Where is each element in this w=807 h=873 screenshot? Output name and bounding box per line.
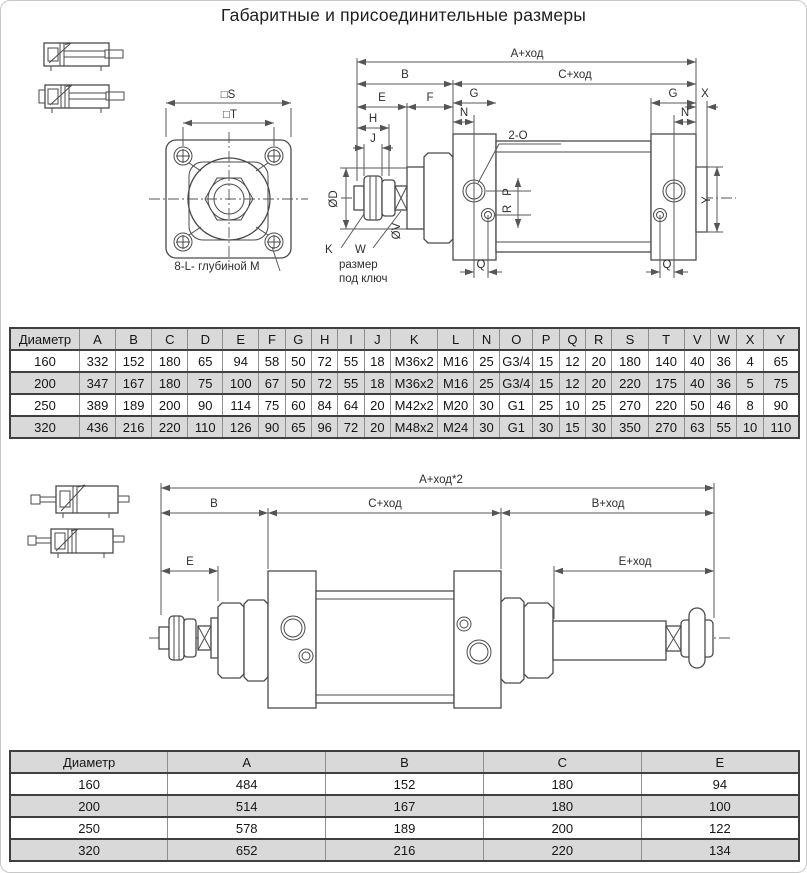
table-row bbox=[10, 416, 799, 438]
table-cell: 175 bbox=[648, 372, 684, 394]
column-header: H bbox=[312, 328, 338, 350]
column-header: I bbox=[338, 328, 364, 350]
table-cell: 20 bbox=[586, 350, 612, 372]
table-cell: 90 bbox=[763, 394, 799, 416]
table-cell: 72 bbox=[312, 350, 338, 372]
table-cell: 25 bbox=[533, 394, 559, 416]
table-cell: 514 bbox=[168, 795, 326, 817]
dim-label-q1: Q bbox=[476, 259, 486, 271]
dim-label-e2: E+ход bbox=[618, 556, 652, 568]
column-header: J bbox=[364, 328, 390, 350]
table-cell: 90 bbox=[188, 394, 223, 416]
header-row bbox=[10, 751, 799, 773]
table-cell: 122 bbox=[641, 817, 799, 839]
table-cell: 126 bbox=[223, 416, 259, 438]
front-view-flange bbox=[149, 89, 308, 273]
column-header: X bbox=[737, 328, 763, 350]
dim-label-k: K bbox=[325, 244, 333, 256]
table-cell: 30 bbox=[586, 416, 612, 438]
table-cell: 50 bbox=[285, 372, 311, 394]
table-cell: 15 bbox=[533, 372, 559, 394]
table-cell: 216 bbox=[326, 839, 484, 861]
dim-label-b2: B+ход bbox=[591, 498, 625, 510]
table-cell: 100 bbox=[641, 795, 799, 817]
side-view-single-rod bbox=[325, 48, 736, 285]
table-cell: 114 bbox=[223, 394, 259, 416]
dimensions-table-double-rod bbox=[9, 750, 800, 862]
dim-label-a2: A+ход*2 bbox=[419, 474, 463, 486]
wrench-size-note-line1: размер bbox=[339, 259, 378, 271]
table-cell: 25 bbox=[473, 372, 499, 394]
side-view-double-rod bbox=[149, 474, 731, 708]
table-cell: 350 bbox=[612, 416, 648, 438]
right-end-cap bbox=[454, 571, 501, 708]
table-cell: 389 bbox=[79, 394, 115, 416]
table-cell: 250 bbox=[10, 817, 168, 839]
table-cell: 94 bbox=[641, 773, 799, 795]
dim-label-w: W bbox=[355, 244, 366, 256]
column-header: W bbox=[711, 328, 737, 350]
table-cell: 75 bbox=[188, 372, 223, 394]
dim-label-f: F bbox=[426, 92, 434, 104]
dim-label-e: E bbox=[186, 556, 194, 568]
table-cell: 36 bbox=[711, 350, 737, 372]
table-cell: 40 bbox=[684, 372, 710, 394]
column-header: S bbox=[612, 328, 648, 350]
dim-label-a: A+ход bbox=[510, 48, 544, 60]
table-cell: 189 bbox=[116, 394, 152, 416]
table-cell: 75 bbox=[259, 394, 285, 416]
table-cell: 20 bbox=[364, 394, 390, 416]
table-cell: 347 bbox=[79, 372, 115, 394]
table-cell: 578 bbox=[168, 817, 326, 839]
table-cell: 90 bbox=[259, 416, 285, 438]
table-cell: 30 bbox=[473, 416, 499, 438]
table-cell: 30 bbox=[533, 416, 559, 438]
table-cell: 72 bbox=[338, 416, 364, 438]
table-cell: 75 bbox=[763, 372, 799, 394]
dim-label-g2: G bbox=[668, 88, 678, 100]
column-header: B bbox=[116, 328, 152, 350]
table-cell: 140 bbox=[648, 350, 684, 372]
table-cell: G3/4 bbox=[500, 350, 533, 372]
table-cell: 18 bbox=[364, 350, 390, 372]
column-header: D bbox=[188, 328, 223, 350]
table-cell: 220 bbox=[152, 416, 188, 438]
table-cell: 200 bbox=[10, 795, 168, 817]
table-cell: G1 bbox=[500, 416, 533, 438]
table-cell: 12 bbox=[559, 372, 585, 394]
table-cell: G3/4 bbox=[500, 372, 533, 394]
table-cell: 20 bbox=[364, 416, 390, 438]
column-header: K bbox=[391, 328, 438, 350]
table-cell: 160 bbox=[10, 773, 168, 795]
table-cell: 180 bbox=[612, 350, 648, 372]
table-cell: M36x2 bbox=[391, 372, 438, 394]
table-cell: 180 bbox=[152, 372, 188, 394]
iso-symbol-double-rod-2 bbox=[28, 529, 124, 558]
column-header: G bbox=[285, 328, 311, 350]
dim-label-n2: N bbox=[680, 107, 690, 119]
table-cell: 46 bbox=[711, 394, 737, 416]
iso-symbol-cylinder-2 bbox=[39, 85, 124, 113]
table-cell: 134 bbox=[641, 839, 799, 861]
port-callout-2o: 2-O bbox=[508, 130, 528, 142]
dim-label-x: X bbox=[701, 88, 709, 100]
table-cell: 436 bbox=[79, 416, 115, 438]
table-cell: 20 bbox=[586, 372, 612, 394]
table-cell: 652 bbox=[168, 839, 326, 861]
table-cell: 4 bbox=[737, 350, 763, 372]
dim-label-p: P bbox=[502, 188, 514, 196]
table-cell: 270 bbox=[612, 394, 648, 416]
table-cell: M16 bbox=[438, 372, 474, 394]
dim-label-od: ØD bbox=[328, 190, 340, 208]
table-cell: 72 bbox=[312, 372, 338, 394]
table-row bbox=[10, 795, 799, 817]
table-cell: 65 bbox=[188, 350, 223, 372]
table-cell: M16 bbox=[438, 350, 474, 372]
table-cell: 63 bbox=[684, 416, 710, 438]
table-cell: 67 bbox=[259, 372, 285, 394]
table-cell: 152 bbox=[116, 350, 152, 372]
table-cell: 180 bbox=[483, 795, 641, 817]
page-title: Габаритные и присоединительные размеры bbox=[220, 5, 587, 25]
table-row bbox=[10, 350, 799, 372]
diagram-single-rod-cylinder bbox=[1, 35, 807, 302]
table-cell: 220 bbox=[483, 839, 641, 861]
column-header: E bbox=[223, 328, 259, 350]
table-cell: 50 bbox=[285, 350, 311, 372]
dim-label-y: Y bbox=[701, 196, 713, 204]
table-cell: 55 bbox=[711, 416, 737, 438]
wrench-size-note-line2: под ключ bbox=[339, 273, 388, 285]
table-cell: 65 bbox=[763, 350, 799, 372]
column-header: C bbox=[483, 751, 641, 773]
table-cell: 64 bbox=[338, 394, 364, 416]
dim-label-n1: N bbox=[459, 107, 469, 119]
dim-label-q2: Q bbox=[662, 259, 672, 271]
table-row bbox=[10, 773, 799, 795]
table-cell: 5 bbox=[737, 372, 763, 394]
table-cell: 180 bbox=[483, 773, 641, 795]
table-cell: M36x2 bbox=[391, 350, 438, 372]
table-cell: 200 bbox=[152, 394, 188, 416]
cylinder-tube bbox=[316, 591, 454, 703]
column-header: C bbox=[152, 328, 188, 350]
column-header: Y bbox=[763, 328, 799, 350]
column-header: A bbox=[168, 751, 326, 773]
dim-label-j: J bbox=[370, 133, 376, 145]
table-cell: M24 bbox=[438, 416, 474, 438]
dim-label-g1: G bbox=[469, 88, 479, 100]
table-cell: G1 bbox=[500, 394, 533, 416]
table-cell: 30 bbox=[473, 394, 499, 416]
table-cell: 152 bbox=[326, 773, 484, 795]
dim-label-e: E bbox=[378, 92, 386, 104]
table-cell: 110 bbox=[188, 416, 223, 438]
table-cell: 65 bbox=[285, 416, 311, 438]
table-row bbox=[10, 839, 799, 861]
table-row bbox=[10, 394, 799, 416]
column-header: Диаметр bbox=[10, 751, 168, 773]
table-cell: 50 bbox=[684, 394, 710, 416]
table-cell: 12 bbox=[559, 350, 585, 372]
table-cell: 270 bbox=[648, 416, 684, 438]
dimensions-table-main bbox=[9, 327, 800, 439]
iso-symbol-cylinder-1 bbox=[44, 43, 123, 71]
table-cell: 96 bbox=[312, 416, 338, 438]
column-header: T bbox=[648, 328, 684, 350]
column-header: N bbox=[473, 328, 499, 350]
dim-label-square-t: □T bbox=[223, 109, 237, 121]
table-cell: 94 bbox=[223, 350, 259, 372]
dim-label-ov: ØV bbox=[391, 222, 403, 240]
table-cell: 220 bbox=[612, 372, 648, 394]
table-cell: 15 bbox=[533, 350, 559, 372]
table-cell: 84 bbox=[312, 394, 338, 416]
header-row bbox=[10, 328, 799, 350]
table-cell: 189 bbox=[326, 817, 484, 839]
column-header: L bbox=[438, 328, 474, 350]
dim-label-square-s: □S bbox=[220, 89, 236, 101]
dim-label-c: C+ход bbox=[368, 498, 402, 510]
table-cell: 40 bbox=[684, 350, 710, 372]
dim-label-b: B bbox=[210, 498, 218, 510]
dim-label-r: R bbox=[502, 204, 514, 214]
column-header: A bbox=[79, 328, 115, 350]
table-cell: 58 bbox=[259, 350, 285, 372]
column-header: E bbox=[641, 751, 799, 773]
table-cell: 216 bbox=[116, 416, 152, 438]
column-header: B bbox=[326, 751, 484, 773]
table-cell: 25 bbox=[473, 350, 499, 372]
right-rod-end bbox=[553, 608, 713, 668]
table-cell: 55 bbox=[338, 372, 364, 394]
table-cell: 36 bbox=[711, 372, 737, 394]
table-cell: 100 bbox=[223, 372, 259, 394]
table-cell: 8 bbox=[737, 394, 763, 416]
table-cell: 55 bbox=[338, 350, 364, 372]
dim-label-c: C+ход bbox=[558, 69, 592, 81]
table-cell: 15 bbox=[559, 416, 585, 438]
table-row bbox=[10, 372, 799, 394]
table-cell: M42x2 bbox=[391, 394, 438, 416]
mounting-holes-note: 8-L- глубиной M bbox=[174, 261, 260, 273]
column-header: F bbox=[259, 328, 285, 350]
table-cell: 18 bbox=[364, 372, 390, 394]
table-cell: 220 bbox=[648, 394, 684, 416]
table-cell: 200 bbox=[10, 372, 79, 394]
table-cell: 180 bbox=[152, 350, 188, 372]
diagram-double-rod-cylinder bbox=[1, 473, 807, 728]
table-cell: 160 bbox=[10, 350, 79, 372]
table-cell: 10 bbox=[737, 416, 763, 438]
table-cell: 60 bbox=[285, 394, 311, 416]
table-cell: 167 bbox=[326, 795, 484, 817]
table-cell: 332 bbox=[79, 350, 115, 372]
dim-label-b: B bbox=[401, 69, 409, 81]
column-header: O bbox=[500, 328, 533, 350]
left-rod-end bbox=[159, 616, 218, 660]
cylinder-tube bbox=[496, 141, 651, 252]
column-header: V bbox=[684, 328, 710, 350]
table-cell: 167 bbox=[116, 372, 152, 394]
iso-symbol-double-rod-1 bbox=[31, 485, 129, 518]
table-cell: 110 bbox=[763, 416, 799, 438]
table-cell: 320 bbox=[10, 839, 168, 861]
column-header: Q bbox=[559, 328, 585, 350]
table-cell: 10 bbox=[559, 394, 585, 416]
column-header: Диаметр bbox=[10, 328, 79, 350]
table-cell: 250 bbox=[10, 394, 79, 416]
column-header: P bbox=[533, 328, 559, 350]
table-row bbox=[10, 817, 799, 839]
column-header: R bbox=[586, 328, 612, 350]
table-cell: 25 bbox=[586, 394, 612, 416]
table-cell: M20 bbox=[438, 394, 474, 416]
table-cell: 200 bbox=[483, 817, 641, 839]
table-cell: 484 bbox=[168, 773, 326, 795]
dim-label-h: H bbox=[368, 113, 378, 125]
table-cell: M48x2 bbox=[391, 416, 438, 438]
table-cell: 320 bbox=[10, 416, 79, 438]
